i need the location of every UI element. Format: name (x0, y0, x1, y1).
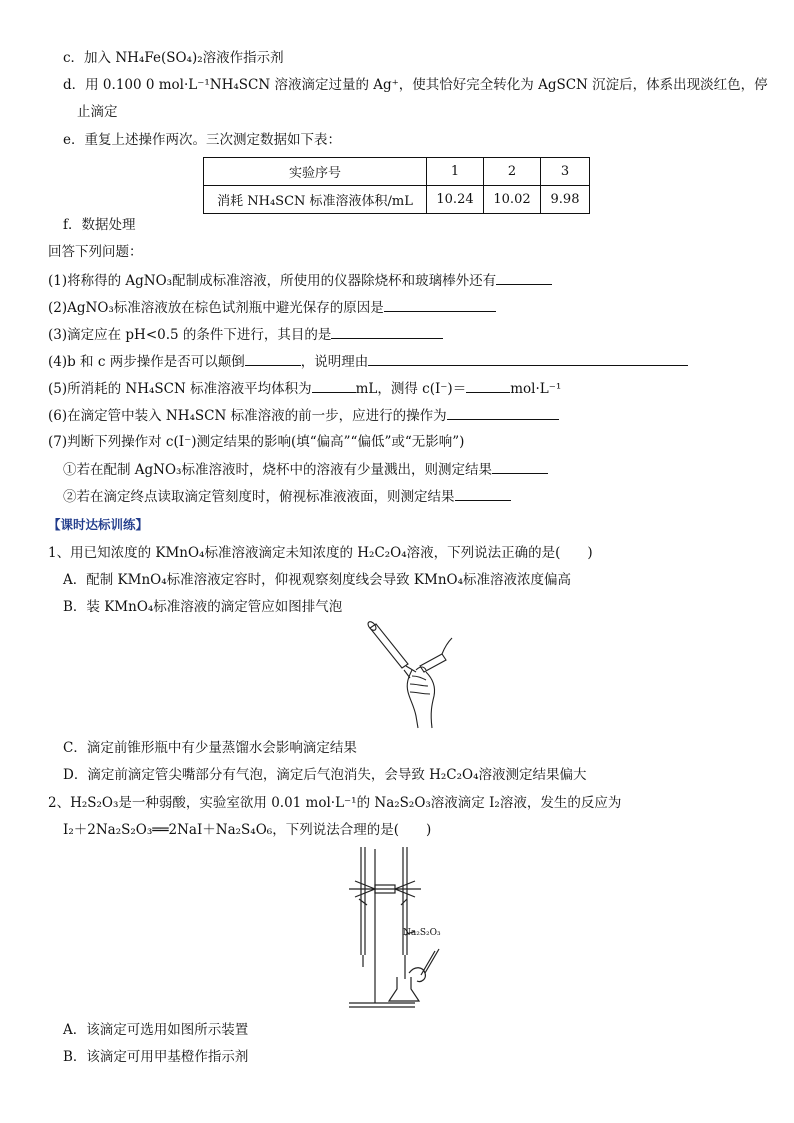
answer-blank[interactable] (492, 459, 548, 474)
table-cell: 10.24 (427, 186, 484, 214)
question-3-text: (3)滴定应在 pH<0.5 的条件下进行，其目的是 (48, 327, 332, 343)
table-cell: 10.02 (484, 186, 541, 214)
answer-blank[interactable] (455, 486, 511, 501)
question-6-text: (6)在滴定管中装入 NH₄SCN 标准溶液的前一步，应进行的操作为 (48, 408, 447, 424)
answer-blank[interactable] (496, 270, 552, 285)
question-7-2-text: ②若在滴定终点读取滴定管刻度时，俯视标准液液面，则测定结果 (63, 489, 455, 505)
step-c: c．加入 NH₄Fe(SO₄)₂溶液作指示剂 (63, 50, 284, 66)
problem-1-option-a: A．配制 KMnO₄标准溶液定容时，仰视观察刻度线会导致 KMnO₄标准溶液浓度偏高 (63, 572, 571, 588)
table-header-cell: 3 (541, 158, 590, 186)
answer-blank[interactable] (447, 405, 559, 420)
problem-1-option-c: C．滴定前锥形瓶中有少量蒸馏水会影响滴定结果 (63, 740, 357, 756)
answer-blank[interactable] (312, 378, 356, 393)
answer-blank[interactable] (466, 378, 510, 393)
problem-2-option-a: A．该滴定可选用如图所示装置 (63, 1022, 249, 1038)
answer-blank[interactable] (331, 324, 443, 339)
question-5-text-c: mol·L⁻¹ (510, 381, 562, 397)
question-2-text: (2)AgNO₃标准溶液放在棕色试剂瓶中避光保存的原因是 (48, 300, 384, 316)
table-cell: 9.98 (541, 186, 590, 214)
answer-blank[interactable] (384, 297, 496, 312)
question-6 (48, 405, 559, 426)
question-2 (48, 297, 496, 318)
figure-label: Na₂S₂O₃ (403, 928, 441, 938)
table-header-cell: 2 (484, 158, 541, 186)
question-4 (48, 351, 688, 372)
step-f: f．数据处理 (63, 217, 136, 233)
table-cell: 消耗 NH₄SCN 标准溶液体积/mL (204, 186, 427, 214)
step-d-line2: 止滴定 (77, 104, 118, 120)
problem-2-option-b: B．该滴定可用甲基橙作指示剂 (63, 1049, 249, 1065)
problem-1-stem: 1、用已知浓度的 KMnO₄标准溶液滴定未知浓度的 H₂C₂O₄溶液，下列说法正确的是( ) (48, 545, 593, 561)
problem-1-option-b: B．装 KMnO₄标准溶液的滴定管应如图排气泡 (63, 599, 343, 615)
data-table (203, 157, 590, 214)
step-d-line1: d．用 0.100 0 mol·L⁻¹NH₄SCN 溶液滴定过量的 Ag⁺，使其恰好完全转化为 AgSCN 沉淀后，体系出现淡红色，停 (63, 77, 768, 93)
answer-blank[interactable] (245, 351, 301, 366)
answer-intro: 回答下列问题： (48, 244, 143, 260)
answer-blank[interactable] (368, 351, 688, 366)
question-7-1-text: ①若在配制 AgNO₃标准溶液时，烧杯中的溶液有少量溅出，则测定结果 (63, 462, 492, 478)
question-5-text-a: (5)所消耗的 NH₄SCN 标准溶液平均体积为 (48, 381, 312, 397)
step-e: e．重复上述操作两次。三次测定数据如下表： (63, 132, 341, 148)
problem-2-stem-line1: 2、H₂S₂O₃是一种弱酸，实验室欲用 0.01 mol·L⁻¹的 Na₂S₂O₃溶液滴定 I₂溶液，发生的反应为 (48, 795, 622, 811)
question-4-text-a: (4)b 和 c 两步操作是否可以颠倒 (48, 354, 245, 370)
question-5-text-b: mL，测得 c(I⁻)＝ (355, 381, 467, 397)
question-4-text-b: ，说明理由 (300, 354, 369, 370)
titration-apparatus-figure (345, 845, 455, 1010)
burette-bubble-figure (360, 620, 460, 730)
question-5 (48, 378, 561, 399)
question-1-text: (1)将称得的 AgNO₃配制成标准溶液，所使用的仪器除烧杯和玻璃棒外还有 (48, 273, 497, 289)
problem-2-stem-line2: I₂＋2Na₂S₂O₃══2NaI＋Na₂S₄O₆，下列说法合理的是( ) (63, 822, 432, 838)
table-header-cell: 1 (427, 158, 484, 186)
question-7-2 (63, 486, 511, 507)
question-7-1 (63, 459, 548, 480)
table-row (204, 186, 590, 214)
problem-1-option-d: D．滴定前滴定管尖嘴部分有气泡，滴定后气泡消失，会导致 H₂C₂O₄溶液测定结果偏大 (63, 767, 587, 783)
question-3 (48, 324, 443, 345)
table-header-cell: 实验序号 (204, 158, 427, 186)
table-row (204, 158, 590, 186)
question-7: (7)判断下列操作对 c(I⁻)测定结果的影响(填“偏高”“偏低”或“无影响”) (48, 434, 465, 450)
section-title: 【课时达标训练】 (48, 517, 149, 532)
question-1 (48, 270, 552, 291)
